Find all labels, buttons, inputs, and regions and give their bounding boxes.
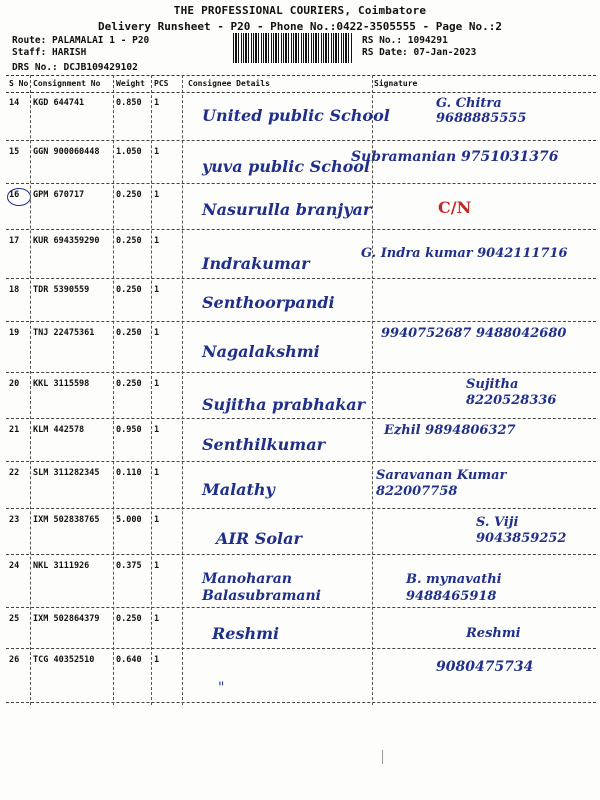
column-divider <box>113 75 114 705</box>
row-signature: S. Viji 9043859252 <box>476 515 567 546</box>
row-pcs: 1 <box>154 147 160 157</box>
row-signature: C/N <box>438 198 472 217</box>
row-pcs: 1 <box>154 190 160 200</box>
page-edge-tick <box>382 750 383 764</box>
runsheet-title: THE PROFESSIONAL COURIERS, Coimbatore <box>173 4 427 17</box>
row-weight: 0.250 <box>116 285 142 295</box>
row-pcs: 1 <box>154 468 160 478</box>
col-consignment: Consignment No <box>33 79 101 88</box>
table-row <box>6 419 596 462</box>
row-consignee: United public School <box>202 106 390 125</box>
row-signature: Reshmi <box>466 626 521 641</box>
table-row <box>6 230 596 279</box>
row-consignment: GPM 670717 <box>33 190 85 200</box>
row-weight: 0.375 <box>116 561 142 571</box>
table-row <box>6 184 596 230</box>
runsheet-subtitle: Delivery Runsheet - P20 - Phone No.:0422-3505555 - Page No.:2 <box>98 20 502 33</box>
row-sno: 23 <box>9 515 20 525</box>
table-row <box>6 322 596 373</box>
row-signature: Saravanan Kumar 822007758 <box>376 468 507 499</box>
row-weight: 0.950 <box>116 425 142 435</box>
row-signature: 9080475734 <box>436 659 534 675</box>
table-row <box>6 92 596 141</box>
row-consignment: TDR 5390559 <box>33 285 90 295</box>
row-signature: G. Chitra 9688885555 <box>436 96 527 126</box>
row-weight: 0.250 <box>116 236 142 246</box>
table-row <box>6 462 596 509</box>
row-consignment: KLM 442578 <box>33 425 85 435</box>
row-sno: 21 <box>9 425 20 435</box>
row-weight: 1.050 <box>116 147 142 157</box>
row-consignee: Manoharan Balasubramani <box>202 571 321 604</box>
row-consignment: TCG 40352510 <box>33 655 95 665</box>
row-pcs: 1 <box>154 98 160 108</box>
barcode-image <box>233 33 353 63</box>
bottom-ink-mark: " <box>218 680 225 696</box>
row-sno: 25 <box>9 614 20 624</box>
row-consignee: AIR Solar <box>216 529 302 548</box>
row-weight: 0.250 <box>116 379 142 389</box>
row-pcs: 1 <box>154 425 160 435</box>
row-signature: 9940752687 9488042680 <box>381 326 567 341</box>
runsheet-meta-right <box>362 35 476 59</box>
row-consignment: IXM 502864379 <box>33 614 100 624</box>
row-sno: 19 <box>9 328 20 338</box>
row-sno: 24 <box>9 561 20 571</box>
row-pcs: 1 <box>154 614 160 624</box>
row-consignment: KGD 644741 <box>33 98 85 108</box>
row-consignee: yuva public School <box>202 157 370 176</box>
row-consignment: NKL 3111926 <box>33 561 90 571</box>
row-sno: 22 <box>9 468 20 478</box>
row-weight: 0.250 <box>116 190 142 200</box>
table-row <box>6 373 596 419</box>
row-weight: 0.640 <box>116 655 142 665</box>
row-weight: 5.000 <box>116 515 142 525</box>
row-consignee: Senthilkumar <box>202 435 325 454</box>
table-row <box>6 555 596 608</box>
rs-date: RS Date: 07-Jan-2023 <box>362 47 477 58</box>
row-consignee: Malathy <box>202 480 275 499</box>
column-divider <box>151 75 152 705</box>
row-consignee: Reshmi <box>212 624 280 643</box>
row-pcs: 1 <box>154 285 160 295</box>
row-weight: 0.110 <box>116 468 142 478</box>
row-consignee: Senthoorpandi <box>202 293 335 312</box>
row-consignment: IXM 502838765 <box>33 515 100 525</box>
col-sno: S No <box>9 79 29 88</box>
table-header <box>6 75 596 93</box>
runsheet-meta-left <box>12 35 149 74</box>
row-sno: 14 <box>9 98 20 108</box>
route-label: Route: PALAMALAI 1 - P20 <box>12 35 150 46</box>
rs-number: RS No.: 1094291 <box>362 35 448 46</box>
row-sno: 26 <box>9 655 20 665</box>
row-pcs: 1 <box>154 328 160 338</box>
column-divider <box>182 75 183 705</box>
column-divider <box>30 75 31 705</box>
table-row <box>6 608 596 649</box>
col-pcs: PCS <box>154 79 169 88</box>
row-signature: B. mynavathi 9488465918 <box>406 572 502 604</box>
row-sno: 17 <box>9 236 20 246</box>
column-divider <box>372 75 373 705</box>
row-consignee: Nagalakshmi <box>202 342 320 361</box>
row-pcs: 1 <box>154 236 160 246</box>
row-signature: Ezhil 9894806327 <box>384 423 516 438</box>
row-sno: 15 <box>9 147 20 157</box>
row-consignee: Sujitha prabhakar <box>202 395 366 414</box>
row-sno: 20 <box>9 379 20 389</box>
table-row <box>6 509 596 555</box>
row-sno: 16 <box>9 190 20 200</box>
col-weight: Weight <box>116 79 145 88</box>
row-consignment: SLM 311282345 <box>33 468 100 478</box>
row-consignment: KUR 694359290 <box>33 236 100 246</box>
row-sno: 18 <box>9 285 20 295</box>
row-consignment: GGN 900060448 <box>33 147 100 157</box>
row-weight: 0.250 <box>116 614 142 624</box>
col-signature: Signature <box>374 79 418 88</box>
row-pcs: 1 <box>154 655 160 665</box>
row-pcs: 1 <box>154 379 160 389</box>
row-consignment: KKL 3115598 <box>33 379 90 389</box>
row-signature: G. Indra kumar 9042111716 <box>361 246 568 261</box>
row-consignee: Indrakumar <box>202 254 310 273</box>
drs-label: DRS No.: DCJB109429102 <box>12 62 138 73</box>
table-row <box>6 141 596 184</box>
col-consignee: Consignee Details <box>188 79 270 88</box>
row-weight: 0.250 <box>116 328 142 338</box>
staff-label: Staff: HARISH <box>12 47 87 58</box>
row-pcs: 1 <box>154 515 160 525</box>
row-pcs: 1 <box>154 561 160 571</box>
row-consignee: Nasurulla branjyar <box>202 200 372 219</box>
row-consignment: TNJ 22475361 <box>33 328 95 338</box>
table-row <box>6 279 596 322</box>
row-signature: Subramanian 9751031376 <box>351 149 559 165</box>
table-row <box>6 649 596 703</box>
row-signature: Sujitha 8220528336 <box>466 377 557 408</box>
row-weight: 0.850 <box>116 98 142 108</box>
